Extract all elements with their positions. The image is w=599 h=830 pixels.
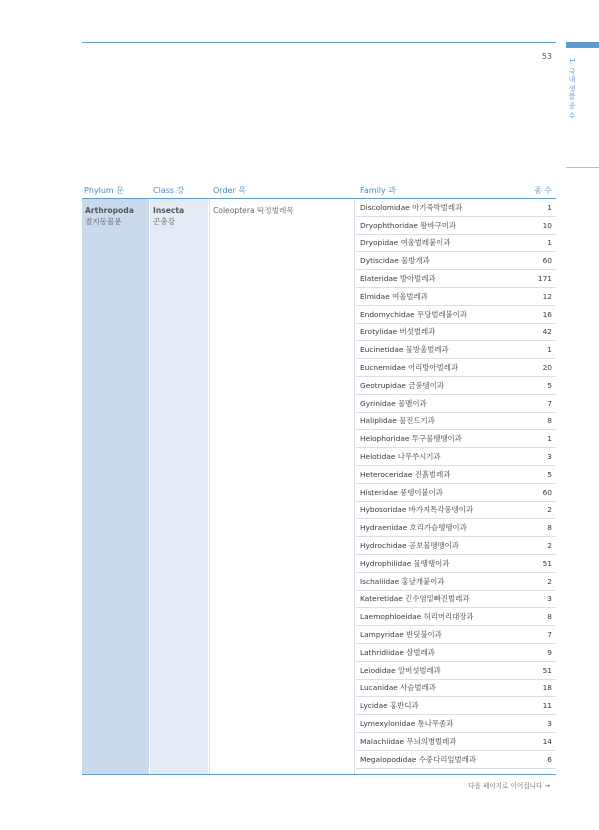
- species-count: 1: [547, 434, 552, 444]
- species-count: 12: [542, 291, 552, 301]
- continued-note: 다음 페이지로 이어집니다 →: [468, 782, 550, 790]
- species-count: 5: [547, 380, 552, 390]
- species-count: 51: [542, 558, 552, 568]
- table-row: [356, 537, 556, 555]
- header-order: Order 목: [213, 186, 247, 195]
- header-phylum: Phylum 문: [84, 186, 124, 195]
- family-name: Malachiidae 무늬의병벌레과: [360, 736, 457, 746]
- table-row: [356, 644, 556, 662]
- class-name-ko: 곤충강: [153, 217, 176, 226]
- table-row: [356, 448, 556, 466]
- page-number: 53: [541, 52, 552, 61]
- family-name: Hybosoridae 바가지톡각풍뎅이과: [360, 505, 473, 515]
- top-rule: [82, 42, 556, 43]
- family-name: Lathridiidae 삼벌레과: [360, 647, 435, 657]
- family-name: Hydraenidae 호리가슴땡땡이과: [360, 523, 467, 533]
- species-count: 6: [547, 754, 552, 764]
- family-rows: [356, 199, 556, 769]
- family-name: Erotylidae 버섯벌레과: [360, 327, 436, 337]
- species-count: 1: [547, 345, 552, 355]
- table-row: [356, 751, 556, 769]
- table-row: [356, 413, 556, 431]
- table-row: [356, 235, 556, 253]
- species-count: 2: [547, 505, 552, 515]
- family-name: Lucanidae 사슴벌레과: [360, 683, 436, 693]
- family-name: Dryophthoridae 왕바구미과: [360, 220, 457, 230]
- family-name: Leiodidae 알버섯벌레과: [360, 665, 441, 675]
- section-label: 1. 국내 생물 종 수: [568, 58, 576, 120]
- table-row: [356, 484, 556, 502]
- phylum-column: [82, 199, 149, 774]
- table-row: [356, 502, 556, 520]
- family-name: Endomychidae 무당벌레붙이과: [360, 309, 468, 319]
- table-row: [356, 519, 556, 537]
- species-count: 8: [547, 523, 552, 533]
- species-count: 5: [547, 469, 552, 479]
- table-row: [356, 555, 556, 573]
- side-tab-marker: [566, 42, 599, 48]
- table-row: [356, 217, 556, 235]
- table-row: [356, 466, 556, 484]
- table-row: [356, 715, 556, 733]
- family-name: Eucnemidae 어리방아벌레과: [360, 363, 458, 373]
- table-row: [356, 359, 556, 377]
- table-row: [356, 395, 556, 413]
- species-count: 7: [547, 630, 552, 640]
- family-name: Lymexylonidae 통나무좀과: [360, 719, 454, 728]
- species-count: 8: [547, 612, 552, 622]
- species-count: 2: [547, 576, 552, 586]
- class-name-en: Insecta: [153, 206, 185, 215]
- family-name: Kateretidae 긴수염밑빠진벌레과: [360, 594, 470, 604]
- species-count: 3: [547, 719, 552, 728]
- family-name: Hydrophilidae 물땡땡이과: [360, 558, 450, 568]
- family-name: Discolomidae 아기죽박벌레과: [360, 202, 463, 212]
- table-row: [356, 199, 556, 217]
- phylum-name-ko: 절지동물문: [85, 217, 122, 226]
- species-count: 60: [542, 256, 552, 266]
- table-row: [356, 608, 556, 626]
- class-column: [150, 199, 208, 774]
- species-count: 42: [542, 327, 552, 337]
- side-rule: [566, 167, 599, 168]
- table-row: [356, 377, 556, 395]
- species-count: 8: [547, 416, 552, 426]
- species-count: 7: [547, 398, 552, 408]
- species-count: 10: [542, 220, 552, 230]
- family-name: Laemophloeidae 허리머리대장과: [360, 612, 474, 622]
- species-count: 1: [547, 202, 552, 212]
- family-name: Helotidae 나무쑤시기과: [360, 452, 441, 462]
- table-row: [356, 697, 556, 715]
- species-count: 51: [542, 665, 552, 675]
- table-row: [356, 662, 556, 680]
- species-count: 3: [547, 452, 552, 462]
- table-row: [356, 324, 556, 342]
- family-name: Geotrupidae 금풍뎅이과: [360, 380, 444, 390]
- family-name: Heteroceridae 진흙벌레과: [360, 469, 451, 479]
- species-count: 11: [542, 701, 552, 711]
- table-row: [356, 306, 556, 324]
- table-row: [356, 270, 556, 288]
- table-row: [356, 252, 556, 270]
- table-row: [356, 680, 556, 698]
- family-name: Lycidae 홍반디과: [360, 701, 419, 711]
- table-row: [356, 573, 556, 591]
- family-name: Haliplidae 물진드기과: [360, 416, 435, 426]
- family-name: Elateridae 방아벌레과: [360, 274, 436, 284]
- order-column: [209, 199, 355, 774]
- species-count: 18: [542, 683, 552, 693]
- family-name: Eucinetidae 물방울벌레과: [360, 345, 449, 355]
- species-count: 1: [547, 238, 552, 248]
- table-row: [356, 591, 556, 609]
- species-count: 14: [542, 736, 552, 746]
- header-family: Family 과: [360, 186, 397, 195]
- table-row: [356, 733, 556, 751]
- phylum-name-en: Arthropoda: [85, 206, 134, 215]
- bottom-rule: [82, 774, 556, 775]
- species-count: 2: [547, 541, 552, 551]
- family-name: Elmidae 여울벌레과: [360, 291, 428, 301]
- family-name: Hydrochidae 곰보물땡땡이과: [360, 541, 459, 551]
- family-name: Dryopidae 여울벌레붙이과: [360, 238, 451, 248]
- species-count: 60: [542, 487, 552, 497]
- order-name: Coleoptera 딱정벌레목: [213, 206, 294, 215]
- family-name: Dytiscidae 물방개과: [360, 256, 430, 266]
- header-count: 종 수: [534, 186, 552, 195]
- species-count: 171: [537, 274, 552, 284]
- family-name: Lampyridae 반딧불이과: [360, 630, 442, 640]
- header-class: Class 강: [153, 186, 185, 195]
- table-row: [356, 430, 556, 448]
- table-row: [356, 288, 556, 306]
- species-count: 9: [547, 647, 552, 657]
- table-row: [356, 626, 556, 644]
- family-name: Histeridae 풍뎅이붙이과: [360, 487, 443, 497]
- table-row: [356, 341, 556, 359]
- species-count: 16: [542, 309, 552, 319]
- family-name: Ischaliidae 홍날개붙이과: [360, 576, 445, 586]
- family-name: Helophoridae 투구물땡땡이과: [360, 434, 462, 444]
- species-count: 3: [547, 594, 552, 604]
- species-count: 20: [542, 363, 552, 373]
- family-name: Megalopodidae 수중다리잎벌레과: [360, 754, 476, 764]
- family-name: Gyrinidae 물맴이과: [360, 398, 427, 408]
